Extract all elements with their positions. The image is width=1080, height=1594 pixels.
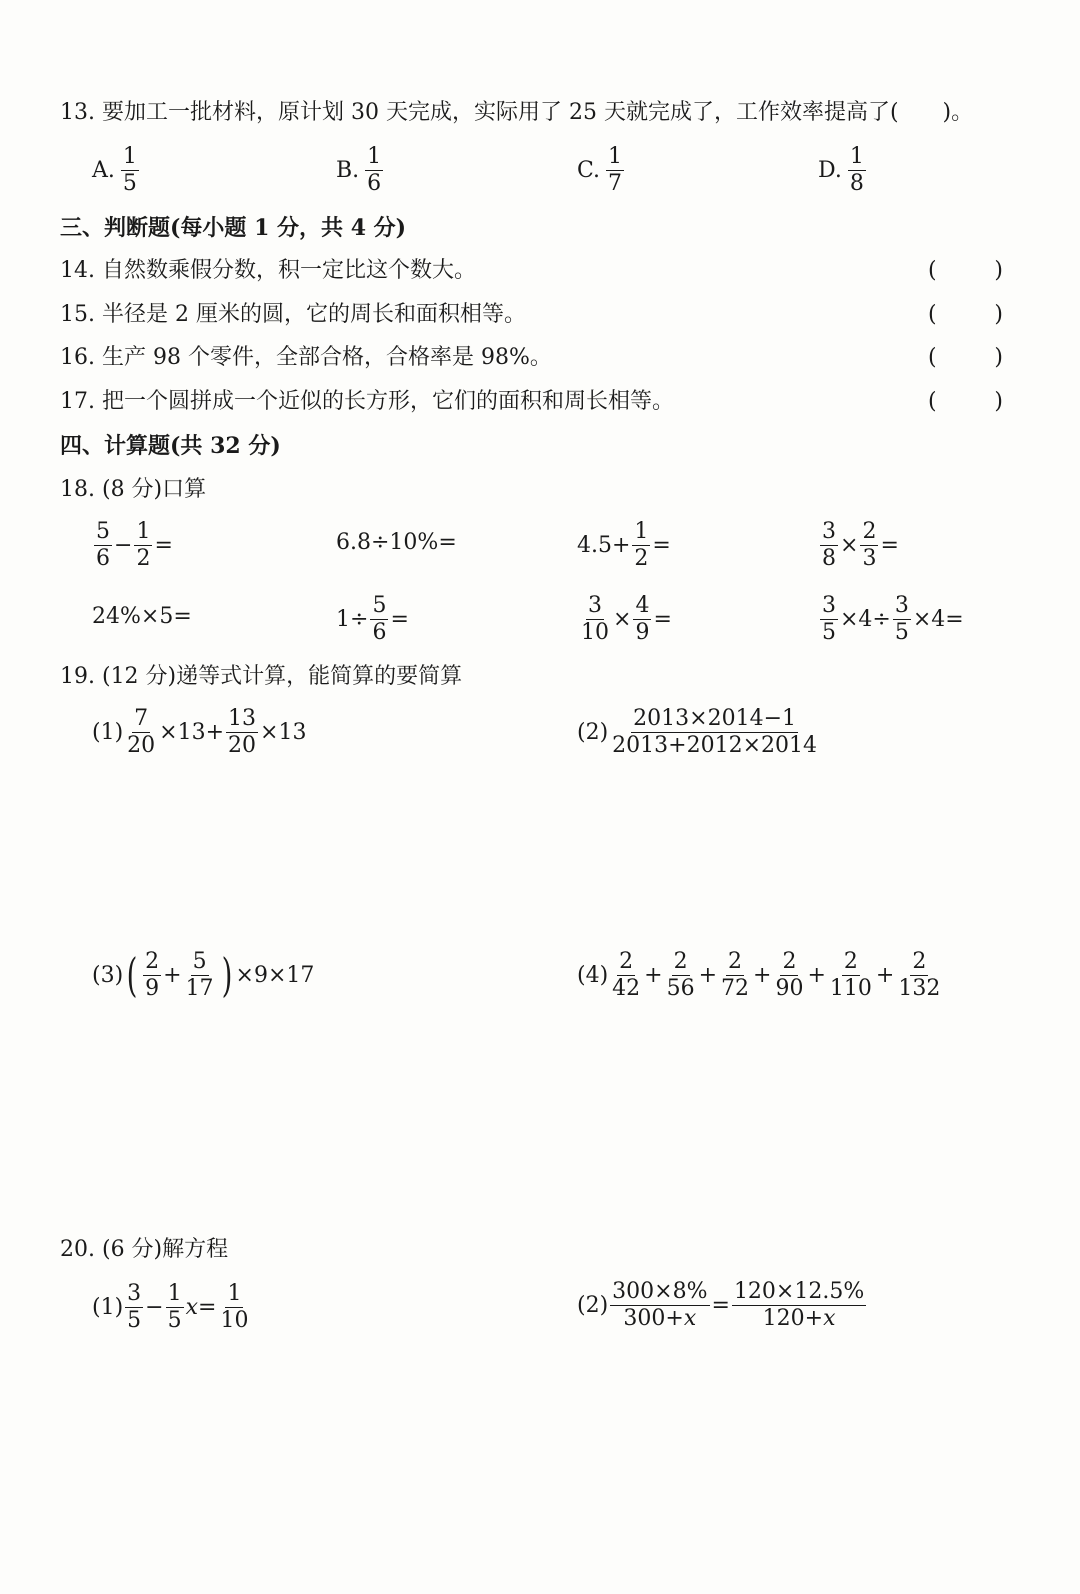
option-label: B. xyxy=(336,157,360,183)
q19-part-1: (1) $\frac{7}{20}$ ×13+ $\frac{13}{20}$ ×13 xyxy=(92,706,307,758)
fraction: $\frac{1}{7}$ xyxy=(608,144,623,196)
fraction: $\frac{5}{17}$ xyxy=(185,949,214,1001)
fraction: $\frac{2}{110}$ xyxy=(829,949,872,1001)
q19-part-4: (4) $\frac{2}{42}$ + $\frac{2}{56}$ + $\frac{2}{72}$ + $\frac{2}{90}$ + $\frac{2}{110}$ + $\frac{2}{132}$ xyxy=(577,949,941,1001)
q18-expr-8: $\frac{3}{5}$ ×4÷ $\frac{3}{5}$ ×4= xyxy=(822,593,964,645)
q18-expr-3: 4.5+ $\frac{1}{2}$ = xyxy=(577,519,671,571)
option-label: D. xyxy=(818,157,842,183)
fraction: $\frac{3}{5}$ xyxy=(127,1281,142,1333)
fraction: $\frac{2}{3}$ xyxy=(862,519,877,571)
fraction: $\frac{3}{10}$ xyxy=(581,593,609,645)
q18-expr-5: 24%×5= xyxy=(92,604,192,629)
fraction: $\frac{2}{42}$ xyxy=(612,949,641,1001)
q20-part-2: (2) $\frac{300\times 8\%}{300+x}$ = $\frac{120\times 12.5\%}{120+x}$ xyxy=(577,1279,865,1331)
q19-part-2: (2) $\frac{2013\times 2014-1}{2013+2012\times 2014}$ xyxy=(577,706,818,758)
question-14-text: 14. 自然数乘假分数，积一定比这个数大。 xyxy=(60,258,476,283)
q18-expr-4: $\frac{3}{8}$ × $\frac{2}{3}$ = xyxy=(822,519,899,571)
fraction: $\frac{1}{6}$ xyxy=(367,144,382,196)
q13-option-b xyxy=(336,145,385,196)
fraction: $\frac{2}{90}$ xyxy=(775,949,804,1001)
option-label: A. xyxy=(92,157,115,183)
fraction: $\frac{5}{6}$ xyxy=(96,519,110,571)
fraction: $\frac{5}{6}$ xyxy=(372,593,387,645)
fraction: $\frac{2013\times 2014-1}{2013+2012\times 2014}$ xyxy=(612,706,818,758)
fraction: $\frac{1}{10}$ xyxy=(220,1281,249,1333)
q19-part-3: (3) ( $\frac{2}{9}$ + $\frac{5}{17}$ ) ×9×17 xyxy=(92,948,315,1003)
q13-option-d xyxy=(818,145,868,196)
answer-parentheses-17: ( ) xyxy=(928,389,1003,414)
fraction: $\frac{1}{2}$ xyxy=(634,519,649,571)
fraction: $\frac{7}{20}$ xyxy=(127,706,156,758)
answer-parentheses-14: ( ) xyxy=(928,258,1003,283)
fraction: $\frac{1}{8}$ xyxy=(849,144,864,196)
fraction: $\frac{3}{5}$ xyxy=(822,593,836,645)
answer-parentheses-15: ( ) xyxy=(928,302,1003,327)
question-17-text: 17. 把一个圆拼成一个近似的长方形，它们的面积和周长相等。 xyxy=(60,389,674,414)
fraction: $\frac{2}{56}$ xyxy=(666,949,695,1001)
answer-parentheses-16: ( ) xyxy=(928,345,1003,370)
section-4-heading: 四、计算题(共 32 分) xyxy=(60,433,281,459)
fraction: $\frac{2}{132}$ xyxy=(898,949,941,1001)
fraction: $\frac{1}{2}$ xyxy=(136,519,151,571)
fraction: $\frac{300\times 8\%}{300+x}$ xyxy=(612,1279,708,1331)
fraction: $\frac{2}{72}$ xyxy=(721,949,750,1001)
q18-expr-7: $\frac{3}{10}$ × $\frac{4}{9}$ = xyxy=(581,593,672,645)
fraction: $\frac{4}{9}$ xyxy=(635,593,650,645)
fraction: $\frac{120\times 12.5\%}{120+x}$ xyxy=(733,1279,865,1331)
fraction: $\frac{3}{8}$ xyxy=(822,519,836,571)
section-3-heading: 三、判断题(每小题 1 分，共 4 分) xyxy=(60,215,407,241)
q18-expr-2: 6.8÷10%= xyxy=(336,530,457,555)
q18-expr-6: 1÷ $\frac{5}{6}$ = xyxy=(336,593,409,645)
question-15-text: 15. 半径是 2 厘米的圆，它的周长和面积相等。 xyxy=(60,302,526,327)
option-label: C. xyxy=(577,157,601,183)
q13-option-a xyxy=(92,145,141,196)
fraction: $\frac{1}{5}$ xyxy=(122,144,137,196)
question-19-title: 19. (12 分)递等式计算，能简算的要简算 xyxy=(60,664,463,689)
question-16-text: 16. 生产 98 个零件，全部合格，合格率是 98%。 xyxy=(60,345,552,370)
fraction: $\frac{1}{5}$ xyxy=(167,1281,182,1333)
q13-option-c xyxy=(577,145,626,196)
q20-part-1: (1) $\frac{3}{5}$ − $\frac{1}{5}$ x = $\frac{1}{10}$ xyxy=(92,1281,249,1333)
q18-expr-1: $\frac{5}{6}$ − $\frac{1}{2}$ = xyxy=(96,519,173,571)
question-20-title: 20. (6 分)解方程 xyxy=(60,1237,229,1262)
fraction: $\frac{2}{9}$ xyxy=(145,949,160,1001)
question-18-title: 18. (8 分)口算 xyxy=(60,477,207,502)
fraction: $\frac{3}{5}$ xyxy=(894,593,909,645)
question-13-text: 13. 要加工一批材料，原计划 30 天完成，实际用了 25 天就完成了，工作效率提高了( )。 xyxy=(60,100,974,125)
fraction: $\frac{13}{20}$ xyxy=(228,706,257,758)
